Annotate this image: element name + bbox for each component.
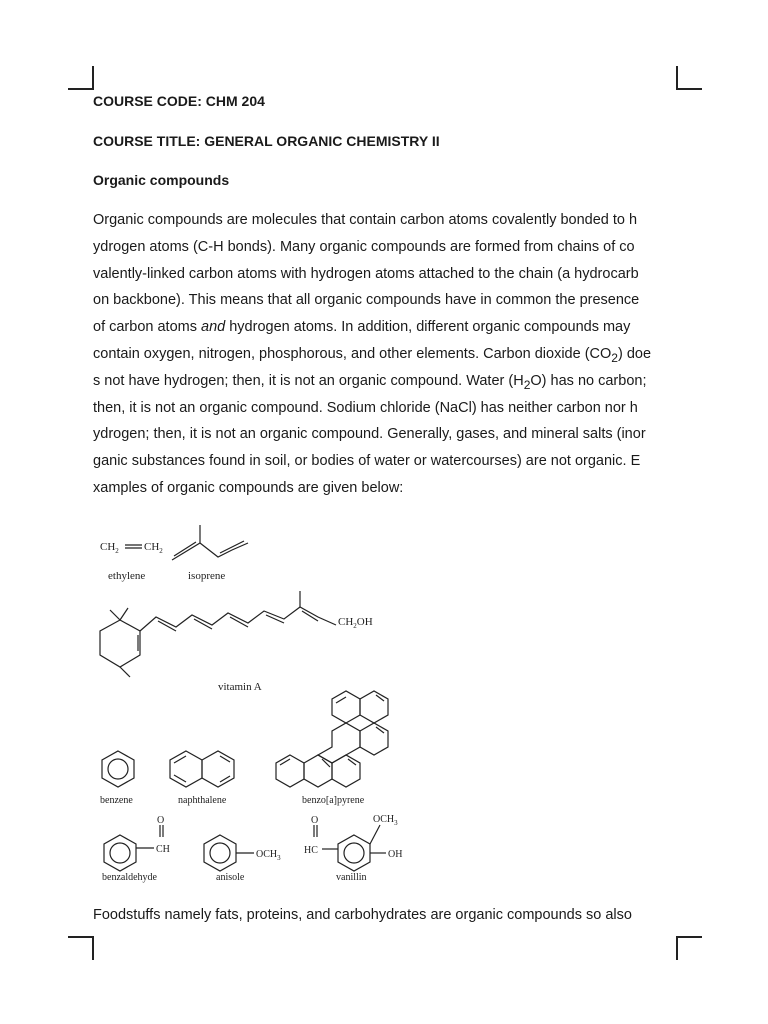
course-title: COURSE TITLE: GENERAL ORGANIC CHEMISTRY II: [93, 133, 440, 149]
svg-text:OCH3: $OCH_3$: [256, 849, 281, 862]
label-isoprene: isoprene: [188, 570, 226, 582]
paragraph-line: Organic compounds are molecules that contain carbon atoms covalently bonded to h: [93, 212, 638, 228]
organic-structures-figure: [90, 515, 430, 890]
paragraph-line: [93, 368, 677, 395]
svg-text:CH2OH: $CH_2OH$: [338, 616, 373, 630]
svg-text:O: O: [311, 815, 319, 826]
svg-text:HC: HC: [304, 845, 318, 856]
text-run: s not have hydrogen; then, it is not an organic compound. Water (H: [93, 372, 524, 389]
paragraph-line: ganic substances found in soil, or bodies of water or watercourses) are not organic. E: [93, 453, 641, 470]
label-ethylene: ethylene: [108, 570, 146, 582]
continuation-line: Foodstuffs namely fats, proteins, and carbohydrates are organic compounds so also: [93, 907, 632, 923]
anisole-structure: [204, 835, 281, 883]
course-code: COURSE CODE: CHM 204: [93, 93, 265, 109]
paragraph-line: xamples of organic compounds are given below:: [93, 479, 404, 496]
paragraph-line: ydrogen; then, it is not an organic compound. Generally, gases, and mineral salts (inor: [93, 426, 646, 443]
paragraph-line: [93, 341, 677, 368]
svg-text:O: O: [157, 815, 165, 826]
label-naphthalene: naphthalene: [178, 795, 227, 806]
subscript: 2: [611, 350, 619, 365]
page-corner-bottom-left: [68, 936, 94, 960]
subscript: 2: [523, 377, 531, 392]
text-run: ) doe: [618, 345, 652, 362]
page-corner-top-left: [68, 66, 94, 90]
paragraph-line: then, it is not an organic compound. Sodium chloride (NaCl) has neither carbon nor h: [93, 399, 638, 416]
benzopyrene-structure: [276, 691, 388, 806]
svg-text:OCH3: $OCH_3$: [373, 814, 398, 827]
benzene-structure: [100, 751, 134, 806]
label-benzene: benzene: [100, 795, 133, 806]
text-run: contain oxygen, nitrogen, phosphorous, and other elements. Carbon dioxide (CO: [93, 345, 612, 362]
text-run: hydrogen atoms. In addition, different organic compounds may: [225, 319, 631, 336]
section-heading: Organic compounds: [93, 172, 230, 188]
paragraph-line: on backbone). This means that all organic compounds have in common the presence: [93, 292, 640, 309]
vanillin-structure: [304, 814, 402, 883]
text-run: of carbon atoms: [93, 319, 201, 336]
benzaldehyde-structure: [102, 815, 170, 883]
naphthalene-structure: [170, 751, 234, 806]
page-corner-bottom-right: [676, 936, 702, 960]
paragraph-line: [93, 314, 677, 341]
isoprene-structure: [172, 525, 248, 582]
svg-text:CH: CH: [156, 844, 170, 855]
label-benzopyrene: benzo[a]pyrene: [302, 795, 365, 806]
emphasis-and: and: [201, 319, 226, 336]
label-vitamin-a: vitamin A: [218, 681, 262, 693]
vitamin-a-structure: [100, 591, 373, 693]
svg-text:CH2: $CH_2$: [100, 541, 119, 555]
svg-text:CH2: $CH_2$: [144, 541, 163, 555]
svg-text:OH: OH: [388, 849, 403, 860]
paragraph-line: valently-linked carbon atoms with hydrogen atoms attached to the chain (a hydrocarb: [93, 265, 639, 282]
label-anisole: anisole: [216, 872, 245, 883]
paragraph-line: ydrogen atoms (C-H bonds). Many organic compounds are formed from chains of co: [93, 238, 635, 255]
page-corner-top-right: [676, 66, 702, 90]
label-vanillin: vanillin: [336, 872, 367, 883]
text-run: O) has no carbon;: [530, 372, 647, 389]
ethylene-structure: [100, 541, 163, 582]
body-paragraph: [93, 207, 677, 502]
label-benzaldehyde: benzaldehyde: [102, 872, 157, 883]
